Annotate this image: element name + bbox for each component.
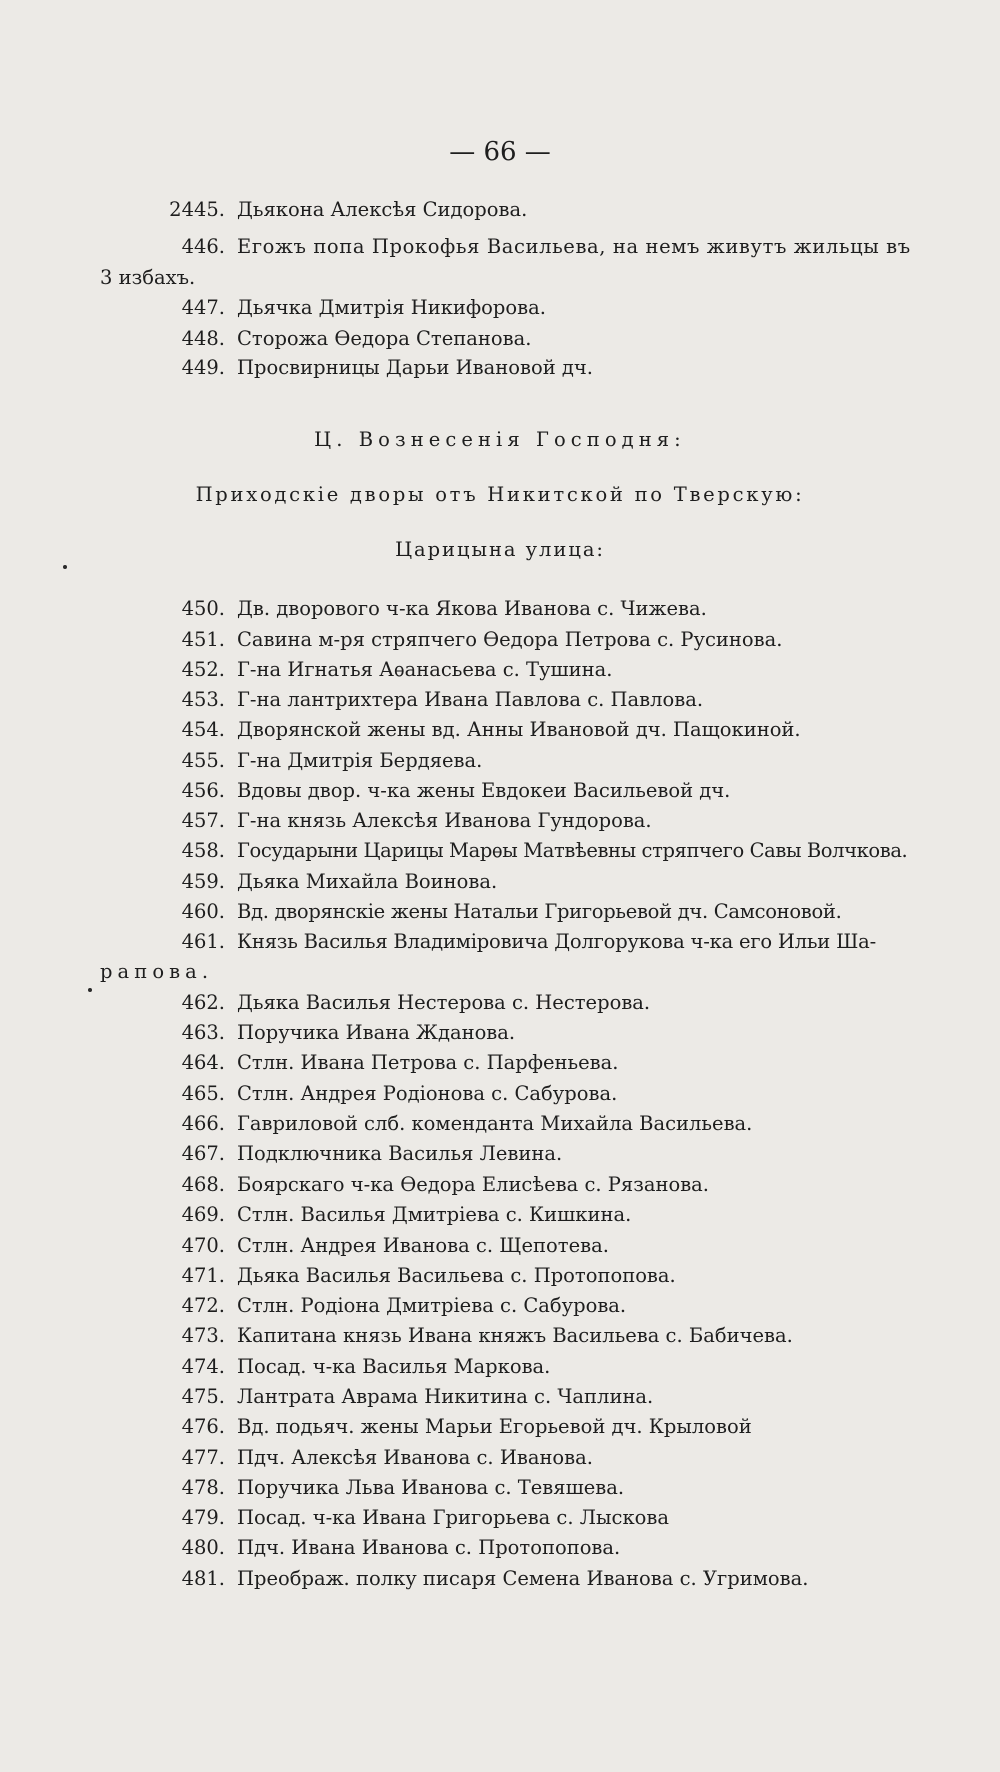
entry-number: 462.	[181, 991, 225, 1014]
entry-number: 458.	[181, 839, 225, 862]
entry-number: 465.	[181, 1082, 225, 1105]
entry-number: 450.	[181, 597, 225, 620]
church-heading: Ц. Вознесенія Господня:	[314, 428, 686, 451]
entry-number: 447.	[181, 296, 225, 319]
entry-number: 456.	[181, 779, 225, 802]
entry-text: Егожъ попа Прокофья Васильева, на немъ живутъ жильцы въ	[237, 235, 911, 258]
entry-text: Просвирницы Дарьи Ивановой дч.	[237, 356, 593, 379]
entry-text: Поручика Ивана Жданова.	[237, 1021, 516, 1044]
entry-text: Дьяка Василья Васильева с. Протопопова.	[237, 1264, 676, 1287]
entry-text: Посад. ч-ка Василья Маркова.	[237, 1355, 551, 1378]
entry-number: 459.	[181, 870, 225, 893]
entry-continuation: рапова.	[100, 960, 214, 983]
entry-number: 467.	[181, 1142, 225, 1165]
entry-text: Поручика Льва Иванова с. Тевяшева.	[237, 1476, 625, 1499]
entry-number: 449.	[181, 356, 225, 379]
entry-text: Пдч. Алексѣя Иванова с. Иванова.	[237, 1446, 593, 1469]
entry-number: 460.	[181, 900, 225, 923]
entry-number: 470.	[181, 1234, 225, 1257]
entry-text: Капитана князь Ивана княжъ Васильева с. Бабичева.	[237, 1324, 793, 1347]
entry-number: 474.	[181, 1355, 225, 1378]
entry-number: 452.	[181, 658, 225, 681]
entry-text: Боярскаго ч-ка Ѳедора Елисѣева с. Рязанова.	[237, 1173, 709, 1196]
entry-text: Стлн. Андрея Родіонова с. Сабурова.	[237, 1082, 618, 1105]
entry-number: 473.	[181, 1324, 225, 1347]
entry-number: 451.	[181, 628, 225, 651]
entry-text: Г-на лантрихтера Ивана Павлова с. Павлова.	[237, 688, 704, 711]
entry-text: Гавриловой слб. коменданта Михайла Васильева.	[237, 1112, 753, 1135]
entry-text: Князь Василья Владиміровича Долгорукова ч-ка его Ильи Ша-	[237, 930, 876, 953]
entry-number: 471.	[181, 1264, 225, 1287]
entry-number: 479.	[181, 1506, 225, 1529]
entry-text: Дьяка Михайла Воинова.	[237, 870, 498, 893]
entry-text: Г-на Дмитрія Бердяева.	[237, 749, 483, 772]
entry-number: 480.	[181, 1536, 225, 1559]
entry-number: 476.	[181, 1415, 225, 1438]
entry-number: 448.	[181, 327, 225, 350]
parish-heading: Приходскіе дворы отъ Никитской по Тверскую:	[195, 483, 805, 506]
entry-number: 453.	[181, 688, 225, 711]
ink-speck	[63, 565, 67, 569]
entry-number: 475.	[181, 1385, 225, 1408]
entry-text: Вдовы двор. ч-ка жены Евдокеи Васильевой дч.	[237, 779, 731, 802]
entry-text: Посад. ч-ка Ивана Григорьева с. Лыскова	[237, 1506, 669, 1529]
ink-speck	[88, 988, 92, 992]
entry-number: 477.	[181, 1446, 225, 1469]
entry-text: Вд. дворянскіе жены Натальи Григорьевой дч. Самсоновой.	[237, 900, 842, 923]
entry-number: 466.	[181, 1112, 225, 1135]
page-number: — 66 —	[449, 137, 551, 167]
entry-number: 472.	[181, 1294, 225, 1317]
entry-number: 464.	[181, 1051, 225, 1074]
entry-number: 469.	[181, 1203, 225, 1226]
entry-number: 461.	[181, 930, 225, 953]
entry-text: Лантрата Аврама Никитина с. Чаплина.	[237, 1385, 654, 1408]
entry-number: 454.	[181, 718, 225, 741]
entry-text: Сторожа Ѳедора Степанова.	[237, 327, 532, 350]
entry-number: 478.	[181, 1476, 225, 1499]
entry-text: Дв. дворового ч-ка Якова Иванова с. Чижева.	[237, 597, 707, 620]
entry-text: Государыни Царицы Марѳы Матвѣевны стряпчего Савы Волчкова.	[237, 839, 908, 862]
entry-text: Стлн. Ивана Петрова с. Парфеньева.	[237, 1051, 619, 1074]
entry-text: Вд. подьяч. жены Марьи Егорьевой дч. Крыловой	[237, 1415, 752, 1438]
entry-number: 457.	[181, 809, 225, 832]
entry-number: 463.	[181, 1021, 225, 1044]
entry-text: Дьякона Алексѣя Сидорова.	[237, 198, 528, 221]
street-heading: Царицына улица:	[395, 538, 605, 561]
entry-number: 446.	[181, 235, 225, 258]
entry-text: Савина м-ря стряпчего Ѳедора Петрова с. Русинова.	[237, 628, 783, 651]
entry-text: Г-на Игнатья Аѳанасьева с. Тушина.	[237, 658, 613, 681]
entry-text: Преображ. полку писаря Семена Иванова с. Угримова.	[237, 1567, 809, 1590]
entry-text: Подключника Василья Левина.	[237, 1142, 563, 1165]
entry-text: Стлн. Андрея Иванова с. Щепотева.	[237, 1234, 609, 1257]
entry-text: Г-на князь Алексѣя Иванова Гундорова.	[237, 809, 652, 832]
entry-text: Дьячка Дмитрія Никифорова.	[237, 296, 546, 319]
entry-number: 2445.	[169, 198, 225, 221]
entry-text: Пдч. Ивана Иванова с. Протопопова.	[237, 1536, 621, 1559]
entry-text: Дьяка Василья Нестерова с. Нестерова.	[237, 991, 651, 1014]
entry-text: Стлн. Родіона Дмитріева с. Сабурова.	[237, 1294, 627, 1317]
entry-number: 455.	[181, 749, 225, 772]
entry-text: Дворянской жены вд. Анны Ивановой дч. Пащокиной.	[237, 718, 801, 741]
entry-number: 481.	[181, 1567, 225, 1590]
entry-continuation: 3 избахъ.	[100, 266, 196, 289]
entry-text: Стлн. Василья Дмитріева с. Кишкина.	[237, 1203, 632, 1226]
entry-number: 468.	[181, 1173, 225, 1196]
